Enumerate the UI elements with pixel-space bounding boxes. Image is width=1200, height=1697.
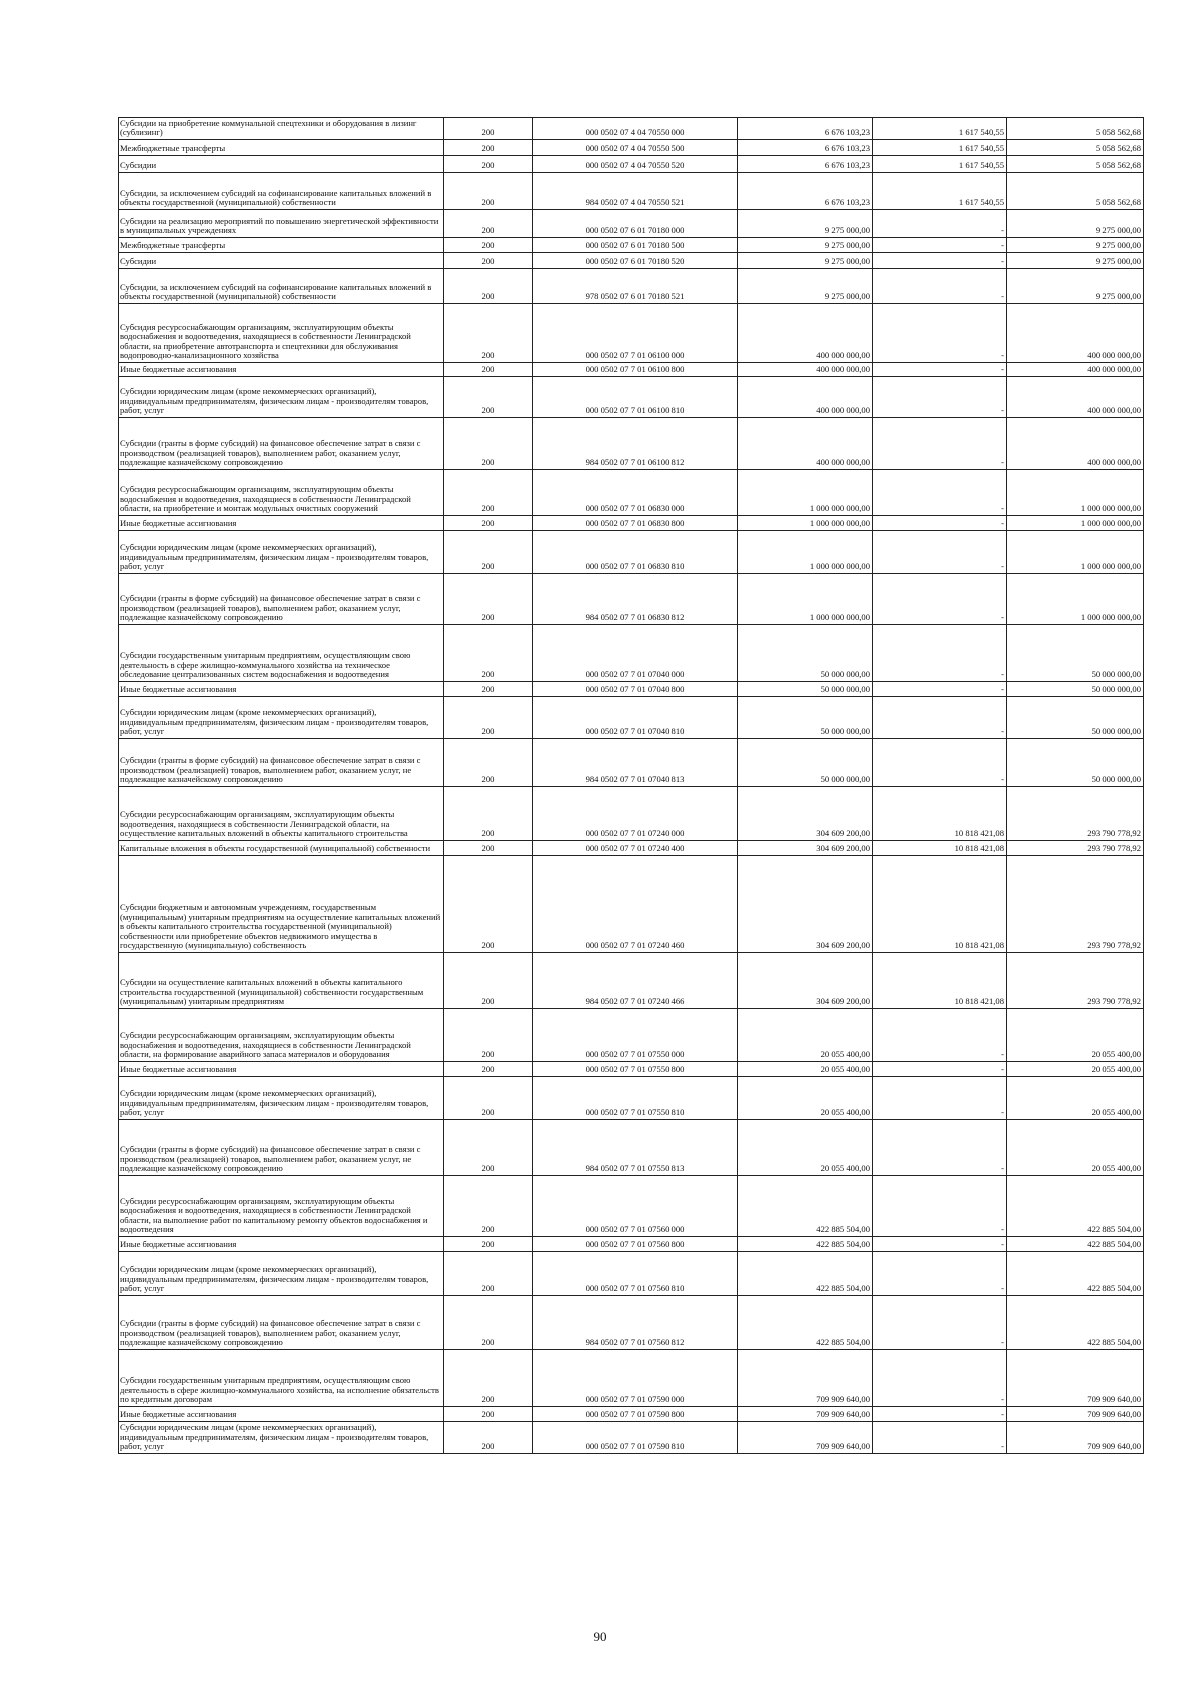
cell-approved-amount: 400 000 000,00 — [738, 363, 873, 377]
cell-name: Субсидии (гранты в форме субсидий) на финансовое обеспечение затрат в связи с производством (реализацией) товаров, выполнением работ, оказанием услуг, не подлежащие казначейскому сопровождению — [119, 739, 444, 787]
table-row — [119, 1407, 1144, 1422]
cell-executed-amount: - — [873, 1350, 1007, 1407]
cell-line-code: 200 — [444, 516, 533, 531]
cell-name: Субсидии, за исключением субсидий на софинансирование капитальных вложений в объекты государственной (муниципальной) собственности — [119, 173, 444, 210]
table-row — [119, 1422, 1144, 1454]
cell-line-code: 200 — [444, 253, 533, 269]
cell-executed-amount: - — [873, 304, 1007, 363]
cell-approved-amount: 1 000 000 000,00 — [738, 531, 873, 574]
cell-name: Субсидии на приобретение коммунальной спецтехники и оборудования в лизинг (сублизинг) — [119, 118, 444, 140]
cell-name: Иные бюджетные ассигнования — [119, 363, 444, 377]
cell-executed-amount: - — [873, 253, 1007, 269]
cell-approved-amount: 422 885 504,00 — [738, 1252, 873, 1296]
cell-name: Иные бюджетные ассигнования — [119, 1237, 444, 1252]
cell-line-code: 200 — [444, 1077, 533, 1120]
cell-executed-amount: - — [873, 1062, 1007, 1077]
cell-name: Субсидии — [119, 253, 444, 269]
cell-executed-amount: - — [873, 1120, 1007, 1176]
cell-approved-amount: 20 055 400,00 — [738, 1077, 873, 1120]
cell-line-code: 200 — [444, 118, 533, 140]
cell-name: Иные бюджетные ассигнования — [119, 682, 444, 697]
cell-classification-code: 000 0502 07 7 01 07550 810 — [533, 1077, 738, 1120]
cell-line-code: 200 — [444, 1009, 533, 1062]
cell-unexecuted-amount: 9 275 000,00 — [1007, 238, 1144, 253]
table-row — [119, 574, 1144, 625]
cell-unexecuted-amount: 1 000 000 000,00 — [1007, 516, 1144, 531]
cell-approved-amount: 1 000 000 000,00 — [738, 516, 873, 531]
cell-unexecuted-amount: 5 058 562,68 — [1007, 140, 1144, 156]
table-row — [119, 682, 1144, 697]
cell-line-code: 200 — [444, 856, 533, 953]
cell-approved-amount: 9 275 000,00 — [738, 210, 873, 238]
cell-name: Субсидии юридическим лицам (кроме некоммерческих организаций), индивидуальным предпринимателям, физическим лицам - производителям товаров, работ, услуг — [119, 697, 444, 739]
cell-unexecuted-amount: 422 885 504,00 — [1007, 1237, 1144, 1252]
cell-unexecuted-amount: 709 909 640,00 — [1007, 1422, 1144, 1454]
cell-unexecuted-amount: 5 058 562,68 — [1007, 118, 1144, 140]
cell-name: Субсидии юридическим лицам (кроме некоммерческих организаций), индивидуальным предпринимателям, физическим лицам - производителям товаров, работ, услуг — [119, 377, 444, 418]
cell-unexecuted-amount: 422 885 504,00 — [1007, 1252, 1144, 1296]
cell-name: Капитальные вложения в объекты государственной (муниципальной) собственности — [119, 841, 444, 856]
cell-executed-amount: - — [873, 210, 1007, 238]
cell-line-code: 200 — [444, 140, 533, 156]
cell-unexecuted-amount: 9 275 000,00 — [1007, 269, 1144, 304]
cell-line-code: 200 — [444, 697, 533, 739]
cell-executed-amount: - — [873, 739, 1007, 787]
cell-line-code: 200 — [444, 625, 533, 682]
cell-line-code: 200 — [444, 1120, 533, 1176]
cell-unexecuted-amount: 400 000 000,00 — [1007, 363, 1144, 377]
cell-unexecuted-amount: 50 000 000,00 — [1007, 697, 1144, 739]
cell-approved-amount: 20 055 400,00 — [738, 1009, 873, 1062]
cell-line-code: 200 — [444, 1176, 533, 1237]
cell-approved-amount: 709 909 640,00 — [738, 1407, 873, 1422]
cell-name: Субсидии ресурсоснабжающим организациям, эксплуатирующим объекты водоснабжения и водоотведения, находящиеся в собственности Ленинградской области, на выполнение работ по капитальному ремонту объектов водоснабжения и водоотведения — [119, 1176, 444, 1237]
cell-approved-amount: 304 609 200,00 — [738, 856, 873, 953]
cell-classification-code: 000 0502 07 7 01 06100 000 — [533, 304, 738, 363]
cell-executed-amount: - — [873, 625, 1007, 682]
table-row — [119, 269, 1144, 304]
cell-executed-amount: - — [873, 516, 1007, 531]
budget-table — [118, 117, 1144, 1454]
cell-executed-amount: - — [873, 269, 1007, 304]
table-row — [119, 697, 1144, 739]
cell-line-code: 200 — [444, 682, 533, 697]
cell-classification-code: 984 0502 07 7 01 07550 813 — [533, 1120, 738, 1176]
cell-executed-amount: - — [873, 574, 1007, 625]
cell-unexecuted-amount: 293 790 778,92 — [1007, 841, 1144, 856]
cell-executed-amount: - — [873, 1009, 1007, 1062]
table-row — [119, 1062, 1144, 1077]
cell-line-code: 200 — [444, 531, 533, 574]
table-row — [119, 418, 1144, 470]
page-number: 90 — [593, 1629, 607, 1644]
cell-classification-code: 000 0502 07 7 01 07590 000 — [533, 1350, 738, 1407]
cell-approved-amount: 6 676 103,23 — [738, 173, 873, 210]
table-row — [119, 156, 1144, 173]
cell-name: Субсидии (гранты в форме субсидий) на финансовое обеспечение затрат в связи с производством (реализацией товаров), выполнением работ, оказанием услуг, подлежащие казначейскому сопровождению — [119, 574, 444, 625]
cell-executed-amount: - — [873, 1077, 1007, 1120]
cell-approved-amount: 400 000 000,00 — [738, 304, 873, 363]
cell-executed-amount: 1 617 540,55 — [873, 118, 1007, 140]
cell-classification-code: 000 0502 07 7 01 06100 800 — [533, 363, 738, 377]
table-row — [119, 470, 1144, 516]
cell-unexecuted-amount: 1 000 000 000,00 — [1007, 470, 1144, 516]
cell-line-code: 200 — [444, 1237, 533, 1252]
cell-name: Субсидии ресурсоснабжающим организациям, эксплуатирующим объекты водоснабжения и водоотведения, находящиеся в собственности Ленинградской области, на формирование аварийного запаса материалов и оборудования — [119, 1009, 444, 1062]
cell-line-code: 200 — [444, 377, 533, 418]
cell-executed-amount: - — [873, 470, 1007, 516]
cell-name: Иные бюджетные ассигнования — [119, 1062, 444, 1077]
cell-classification-code: 978 0502 07 6 01 70180 521 — [533, 269, 738, 304]
cell-unexecuted-amount: 422 885 504,00 — [1007, 1296, 1144, 1350]
cell-executed-amount: 10 818 421,08 — [873, 856, 1007, 953]
table-row — [119, 1009, 1144, 1062]
table-row — [119, 173, 1144, 210]
cell-unexecuted-amount: 293 790 778,92 — [1007, 787, 1144, 841]
cell-executed-amount: 1 617 540,55 — [873, 156, 1007, 173]
cell-classification-code: 000 0502 07 7 01 07040 000 — [533, 625, 738, 682]
cell-classification-code: 000 0502 07 7 01 07040 810 — [533, 697, 738, 739]
cell-line-code: 200 — [444, 304, 533, 363]
cell-approved-amount: 304 609 200,00 — [738, 787, 873, 841]
cell-name: Субсидии государственным унитарным предприятиям, осуществляющим свою деятельность в сфере жилищно-коммунального хозяйства на техническое обследование централизованных систем водоснабжения и водоотведения — [119, 625, 444, 682]
cell-approved-amount: 400 000 000,00 — [738, 377, 873, 418]
cell-line-code: 200 — [444, 953, 533, 1009]
cell-name: Субсидии на реализацию мероприятий по повышению энергетической эффективности в муниципальных учреждениях — [119, 210, 444, 238]
cell-unexecuted-amount: 20 055 400,00 — [1007, 1077, 1144, 1120]
table-row — [119, 856, 1144, 953]
cell-unexecuted-amount: 5 058 562,68 — [1007, 173, 1144, 210]
cell-classification-code: 000 0502 07 7 01 07560 000 — [533, 1176, 738, 1237]
cell-classification-code: 000 0502 07 7 01 07240 400 — [533, 841, 738, 856]
cell-line-code: 200 — [444, 210, 533, 238]
cell-executed-amount: - — [873, 238, 1007, 253]
cell-classification-code: 000 0502 07 7 01 07560 810 — [533, 1252, 738, 1296]
cell-executed-amount: - — [873, 1176, 1007, 1237]
cell-name: Иные бюджетные ассигнования — [119, 516, 444, 531]
cell-unexecuted-amount: 293 790 778,92 — [1007, 856, 1144, 953]
cell-approved-amount: 50 000 000,00 — [738, 697, 873, 739]
cell-classification-code: 000 0502 07 7 01 07590 800 — [533, 1407, 738, 1422]
cell-classification-code: 000 0502 07 7 01 06830 810 — [533, 531, 738, 574]
cell-classification-code: 000 0502 07 6 01 70180 000 — [533, 210, 738, 238]
cell-unexecuted-amount: 400 000 000,00 — [1007, 418, 1144, 470]
table-row — [119, 625, 1144, 682]
cell-approved-amount: 6 676 103,23 — [738, 156, 873, 173]
cell-executed-amount: - — [873, 377, 1007, 418]
table-row — [119, 140, 1144, 156]
cell-approved-amount: 50 000 000,00 — [738, 625, 873, 682]
cell-executed-amount: - — [873, 1296, 1007, 1350]
cell-classification-code: 000 0502 07 7 01 06830 000 — [533, 470, 738, 516]
table-row — [119, 1237, 1144, 1252]
cell-approved-amount: 709 909 640,00 — [738, 1350, 873, 1407]
cell-approved-amount: 50 000 000,00 — [738, 739, 873, 787]
cell-executed-amount: - — [873, 1237, 1007, 1252]
cell-classification-code: 000 0502 07 6 01 70180 520 — [533, 253, 738, 269]
cell-approved-amount: 50 000 000,00 — [738, 682, 873, 697]
table-row — [119, 739, 1144, 787]
cell-unexecuted-amount: 709 909 640,00 — [1007, 1407, 1144, 1422]
cell-unexecuted-amount: 9 275 000,00 — [1007, 210, 1144, 238]
cell-line-code: 200 — [444, 1252, 533, 1296]
cell-unexecuted-amount: 400 000 000,00 — [1007, 304, 1144, 363]
cell-unexecuted-amount: 50 000 000,00 — [1007, 739, 1144, 787]
cell-name: Субсидии (гранты в форме субсидий) на финансовое обеспечение затрат в связи с производством (реализацией товаров), выполнением работ, оказанием услуг, подлежащие казначейскому сопровождению — [119, 418, 444, 470]
cell-unexecuted-amount: 709 909 640,00 — [1007, 1350, 1144, 1407]
cell-classification-code: 984 0502 07 7 01 07560 812 — [533, 1296, 738, 1350]
cell-classification-code: 984 0502 07 4 04 70550 521 — [533, 173, 738, 210]
cell-unexecuted-amount: 1 000 000 000,00 — [1007, 574, 1144, 625]
cell-approved-amount: 1 000 000 000,00 — [738, 574, 873, 625]
cell-classification-code: 000 0502 07 4 04 70550 500 — [533, 140, 738, 156]
cell-executed-amount: 10 818 421,08 — [873, 787, 1007, 841]
cell-line-code: 200 — [444, 787, 533, 841]
cell-name: Субсидии юридическим лицам (кроме некоммерческих организаций), индивидуальным предпринимателям, физическим лицам - производителям товаров, работ, услуг — [119, 1422, 444, 1454]
table-row — [119, 841, 1144, 856]
cell-unexecuted-amount: 50 000 000,00 — [1007, 625, 1144, 682]
cell-line-code: 200 — [444, 156, 533, 173]
cell-unexecuted-amount: 400 000 000,00 — [1007, 377, 1144, 418]
cell-classification-code: 000 0502 07 6 01 70180 500 — [533, 238, 738, 253]
cell-classification-code: 000 0502 07 7 01 06830 800 — [533, 516, 738, 531]
table-row — [119, 953, 1144, 1009]
cell-line-code: 200 — [444, 1062, 533, 1077]
cell-executed-amount: 1 617 540,55 — [873, 173, 1007, 210]
cell-approved-amount: 9 275 000,00 — [738, 253, 873, 269]
cell-line-code: 200 — [444, 418, 533, 470]
cell-name: Субсидии юридическим лицам (кроме некоммерческих организаций), индивидуальным предпринимателям, физическим лицам - производителям товаров, работ, услуг — [119, 531, 444, 574]
budget-table-body — [119, 118, 1144, 1454]
cell-line-code: 200 — [444, 1350, 533, 1407]
cell-name: Иные бюджетные ассигнования — [119, 1407, 444, 1422]
cell-name: Субсидии — [119, 156, 444, 173]
cell-line-code: 200 — [444, 269, 533, 304]
cell-executed-amount: 1 617 540,55 — [873, 140, 1007, 156]
table-row — [119, 1077, 1144, 1120]
cell-classification-code: 000 0502 07 7 01 07550 000 — [533, 1009, 738, 1062]
cell-approved-amount: 422 885 504,00 — [738, 1296, 873, 1350]
table-row — [119, 787, 1144, 841]
cell-line-code: 200 — [444, 363, 533, 377]
cell-name: Субсидия ресурсоснабжающим организациям, эксплуатирующим объекты водоснабжения и водоотведения, находящиеся в собственности Ленинградской области, на приобретение и монтаж модульных очистных сооружений — [119, 470, 444, 516]
table-row — [119, 1120, 1144, 1176]
cell-name: Субсидии (гранты в форме субсидий) на финансовое обеспечение затрат в связи с производством (реализацией товаров), выполнением работ, оказанием услуг, подлежащие казначейскому сопровождению — [119, 1296, 444, 1350]
cell-approved-amount: 1 000 000 000,00 — [738, 470, 873, 516]
cell-classification-code: 984 0502 07 7 01 07040 813 — [533, 739, 738, 787]
cell-approved-amount: 709 909 640,00 — [738, 1422, 873, 1454]
cell-name: Субсидии юридическим лицам (кроме некоммерческих организаций), индивидуальным предпринимателям, физическим лицам - производителям товаров, работ, услуг — [119, 1252, 444, 1296]
cell-classification-code: 000 0502 07 7 01 07550 800 — [533, 1062, 738, 1077]
cell-executed-amount: - — [873, 418, 1007, 470]
cell-classification-code: 984 0502 07 7 01 06100 812 — [533, 418, 738, 470]
cell-classification-code: 000 0502 07 7 01 07040 800 — [533, 682, 738, 697]
table-row — [119, 253, 1144, 269]
cell-name: Субсидии (гранты в форме субсидий) на финансовое обеспечение затрат в связи с производством (реализацией) товаров, выполнением работ, оказанием услуг, не подлежащие казначейскому сопровождению — [119, 1120, 444, 1176]
cell-classification-code: 000 0502 07 7 01 06100 810 — [533, 377, 738, 418]
cell-line-code: 200 — [444, 173, 533, 210]
cell-approved-amount: 304 609 200,00 — [738, 841, 873, 856]
cell-classification-code: 000 0502 07 7 01 07590 810 — [533, 1422, 738, 1454]
table-row — [119, 363, 1144, 377]
cell-approved-amount: 6 676 103,23 — [738, 118, 873, 140]
cell-unexecuted-amount: 20 055 400,00 — [1007, 1062, 1144, 1077]
cell-name: Субсидии юридическим лицам (кроме некоммерческих организаций), индивидуальным предпринимателям, физическим лицам - производителям товаров, работ, услуг — [119, 1077, 444, 1120]
cell-unexecuted-amount: 50 000 000,00 — [1007, 682, 1144, 697]
cell-line-code: 200 — [444, 574, 533, 625]
cell-executed-amount: - — [873, 682, 1007, 697]
cell-name: Субсидии ресурсоснабжающим организациям, эксплуатирующим объекты водоотведения, находящиеся в собственности Ленинградской области, на осуществление капитальных вложений в объекты капитального строительства — [119, 787, 444, 841]
cell-name: Межбюджетные трансферты — [119, 140, 444, 156]
cell-name: Межбюджетные трансферты — [119, 238, 444, 253]
table-row — [119, 118, 1144, 140]
cell-executed-amount: - — [873, 1252, 1007, 1296]
cell-unexecuted-amount: 9 275 000,00 — [1007, 253, 1144, 269]
table-row — [119, 1296, 1144, 1350]
cell-line-code: 200 — [444, 1407, 533, 1422]
budget-report-sheet — [118, 117, 1143, 1454]
table-row — [119, 210, 1144, 238]
table-row — [119, 377, 1144, 418]
cell-classification-code: 000 0502 07 7 01 07240 460 — [533, 856, 738, 953]
table-row — [119, 1350, 1144, 1407]
cell-line-code: 200 — [444, 1422, 533, 1454]
cell-approved-amount: 422 885 504,00 — [738, 1237, 873, 1252]
cell-unexecuted-amount: 20 055 400,00 — [1007, 1120, 1144, 1176]
cell-line-code: 200 — [444, 470, 533, 516]
cell-classification-code: 984 0502 07 7 01 06830 812 — [533, 574, 738, 625]
cell-classification-code: 984 0502 07 7 01 07240 466 — [533, 953, 738, 1009]
cell-name: Субсидии государственным унитарным предприятиям, осуществляющим свою деятельность в сфере жилищно-коммунального хозяйства, на исполнение обязательств по кредитным договорам — [119, 1350, 444, 1407]
cell-executed-amount: 10 818 421,08 — [873, 841, 1007, 856]
cell-unexecuted-amount: 422 885 504,00 — [1007, 1176, 1144, 1237]
table-row — [119, 1176, 1144, 1237]
cell-name: Субсидии бюджетным и автономным учреждениям, государственным (муниципальным) унитарным предприятиям на осуществление капитальных вложений в объекты капитального строительства государственной (муниципальной) собственности или приобретение объектов недвижимого имущества в государственную (муниципальную) собственность — [119, 856, 444, 953]
cell-executed-amount: - — [873, 697, 1007, 739]
cell-approved-amount: 9 275 000,00 — [738, 269, 873, 304]
table-row — [119, 531, 1144, 574]
table-row — [119, 516, 1144, 531]
cell-approved-amount: 422 885 504,00 — [738, 1176, 873, 1237]
cell-approved-amount: 400 000 000,00 — [738, 418, 873, 470]
cell-line-code: 200 — [444, 1296, 533, 1350]
cell-line-code: 200 — [444, 238, 533, 253]
cell-approved-amount: 6 676 103,23 — [738, 140, 873, 156]
cell-unexecuted-amount: 293 790 778,92 — [1007, 953, 1144, 1009]
cell-name: Субсидии на осуществление капитальных вложений в объекты капитального строительства государственной (муниципальной) собственности государственным (муниципальным) унитарным предприятиям — [119, 953, 444, 1009]
table-row — [119, 304, 1144, 363]
cell-classification-code: 000 0502 07 7 01 07560 800 — [533, 1237, 738, 1252]
cell-executed-amount: - — [873, 363, 1007, 377]
cell-unexecuted-amount: 5 058 562,68 — [1007, 156, 1144, 173]
cell-executed-amount: 10 818 421,08 — [873, 953, 1007, 1009]
cell-classification-code: 000 0502 07 4 04 70550 520 — [533, 156, 738, 173]
cell-name: Субсидия ресурсоснабжающим организациям, эксплуатирующим объекты водоснабжения и водоотведения, находящиеся в собственности Ленинградской области, на приобретение автотранспорта и спецтехники для обслуживания водопроводно-канализационного хозяйства — [119, 304, 444, 363]
cell-executed-amount: - — [873, 1407, 1007, 1422]
cell-executed-amount: - — [873, 1422, 1007, 1454]
cell-line-code: 200 — [444, 841, 533, 856]
cell-classification-code: 000 0502 07 7 01 07240 000 — [533, 787, 738, 841]
table-row — [119, 1252, 1144, 1296]
cell-name: Субсидии, за исключением субсидий на софинансирование капитальных вложений в объекты государственной (муниципальной) собственности — [119, 269, 444, 304]
cell-unexecuted-amount: 20 055 400,00 — [1007, 1009, 1144, 1062]
cell-executed-amount: - — [873, 531, 1007, 574]
cell-approved-amount: 20 055 400,00 — [738, 1062, 873, 1077]
cell-approved-amount: 9 275 000,00 — [738, 238, 873, 253]
cell-line-code: 200 — [444, 739, 533, 787]
cell-classification-code: 000 0502 07 4 04 70550 000 — [533, 118, 738, 140]
cell-unexecuted-amount: 1 000 000 000,00 — [1007, 531, 1144, 574]
cell-approved-amount: 20 055 400,00 — [738, 1120, 873, 1176]
table-row — [119, 238, 1144, 253]
cell-approved-amount: 304 609 200,00 — [738, 953, 873, 1009]
